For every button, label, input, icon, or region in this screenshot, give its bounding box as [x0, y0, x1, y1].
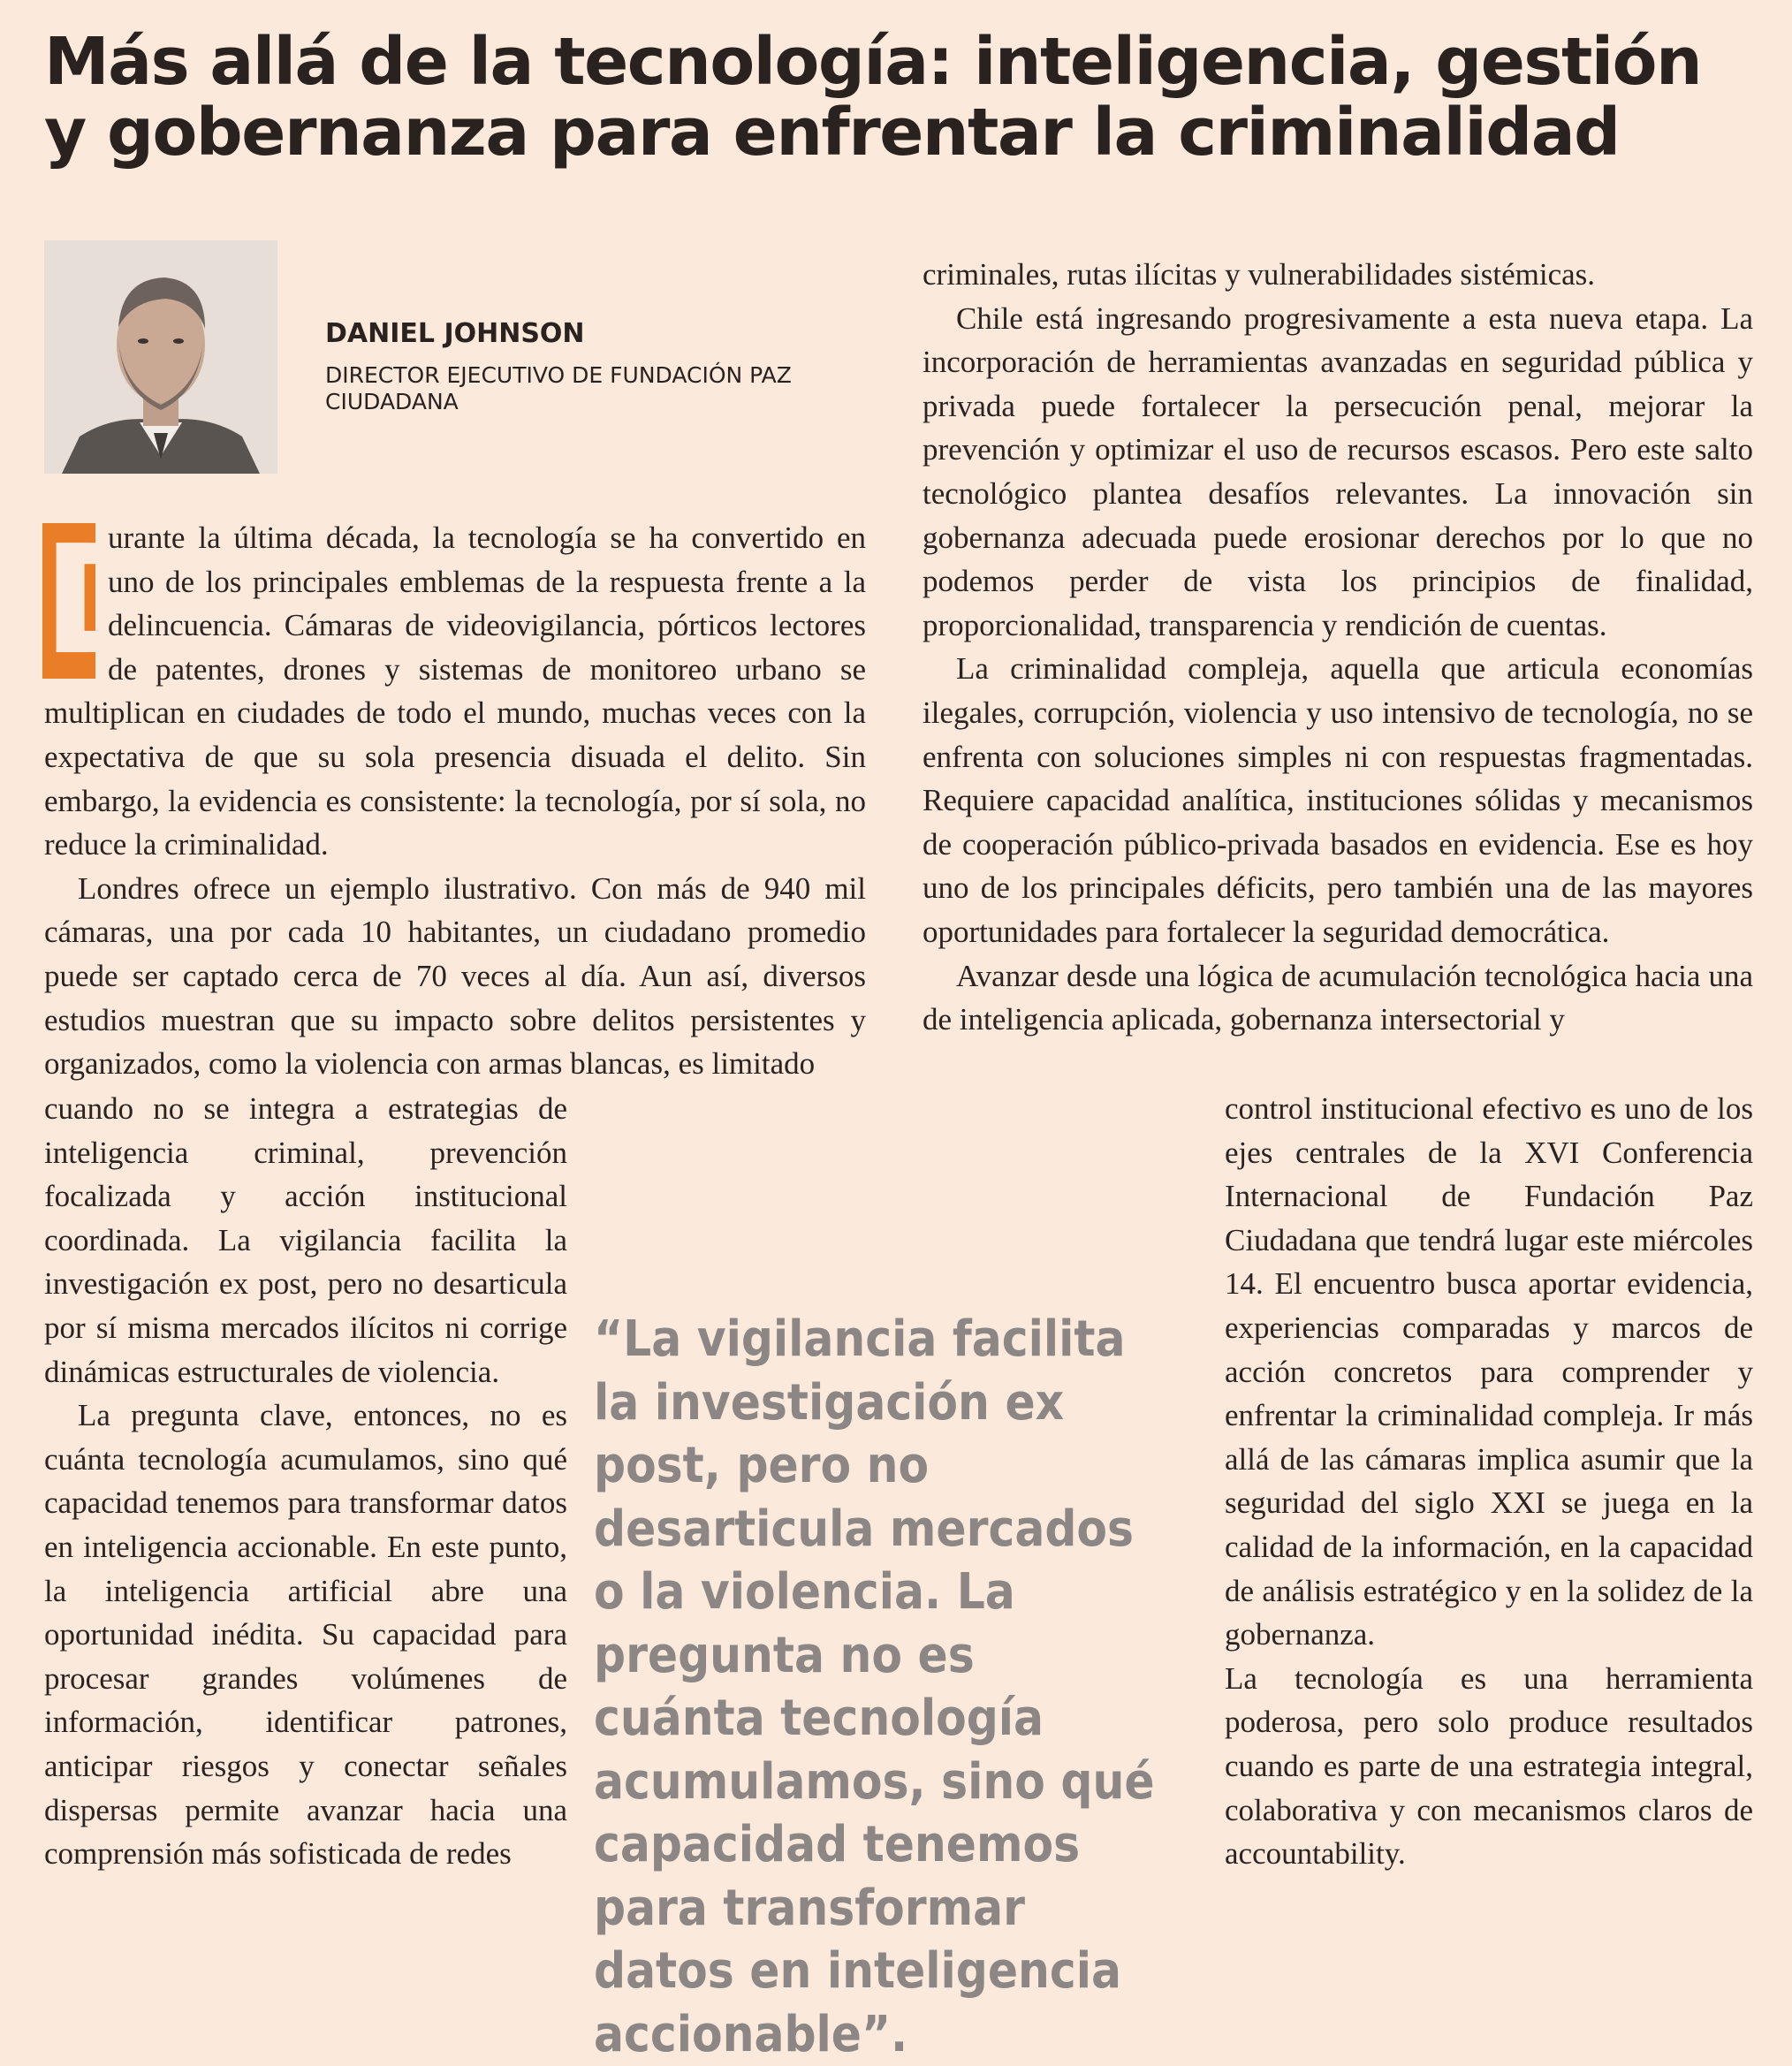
paragraph-4: Chile está ingresando progresivamente a esta nueva etapa. La incorporación de herramientas avanzadas en seguridad pública y privada puede fortalecer la persecución penal, mejorar la prevención y optimizar el uso de recursos escasos. Pero este salto tecnológico plantea desafíos relevantes. La innovación sin gobernanza adecuada puede erosionar derechos por lo que no podemos perder de vista los principios de finalidad, proporcionalidad, transparencia y rendición de cuentas.	[923, 300, 1753, 642]
paragraph-3-continued: criminales, rutas ilícitas y vulnerabilidades sistémicas.	[923, 257, 1596, 292]
paragraph-1	[42, 513, 866, 867]
author-role: DIRECTOR EJECUTIVO DE FUNDACIÓN PAZ CIUDADANA	[325, 362, 792, 414]
column-2	[923, 253, 1753, 1042]
headline: Más allá de la tecnología: inteligencia, gestión y gobernanza para enfrentar la criminalidad	[44, 24, 1702, 171]
paragraph-1-text: urante la última década, la tecnología se ha convertido en uno de los principales emblemas de la respuesta frente a la delincuencia. Cámaras de videovigilancia, pórticos lectores de patentes, drones y sistemas de monitoreo urbano se multiplican en ciudades de todo el mundo, muchas veces con la expectativa de que su sola presencia disuada el delito. Sin embargo, la evidencia es consistente: la tecnología, por sí sola, no reduce la criminalidad.	[44, 520, 866, 862]
paragraph-2-continued: cuando no se integra a estrategias de inteligencia criminal, prevención focalizada y acción institucional coordinada. La vigilancia facilita la investigación ex post, pero no desarticula por sí misma mercados ilícitos ni corrige dinámicas estructurales de violencia.	[44, 1091, 567, 1389]
pull-quote: “La vigilancia facilita la investigación ex post, pero no desarticula mercados o la violencia. La pregunta no es cuánta tecnología acumulamos, sino qué capacidad tenemos para transformar datos en inteligencia accionable”.	[594, 1310, 1155, 2063]
column-1-narrow	[44, 1087, 567, 1876]
paragraph-6-continued: control institucional efectivo es uno de los ejes centrales de la XVI Conferencia Internacional de Fundación Paz Ciudadana que tendrá lugar este miércoles 14. El encuentro busca aportar evidencia, experiencias comparadas y marcos de acción concretos para comprender y enfrentar la criminalidad compleja. Ir más allá de las cámaras implica asumir que la seguridad del siglo XXI se juega en la calidad de la información, en la capacidad de análisis estratégico y en la solidez de la gobernanza.	[1225, 1091, 1753, 1652]
author-name: DANIEL JOHNSON	[325, 318, 585, 349]
paragraph-6: Avanzar desde una lógica de acumulación tecnológica hacia una de inteligencia aplicada, gobernanza intersectorial y	[923, 958, 1753, 1037]
paragraph-7: La tecnología es una herramienta poderosa, pero solo produce resultados cuando es parte de una estrategia integral, colaborativa y con mecanismos claros de accountability.	[1225, 1660, 1753, 1872]
paragraph-3: La pregunta clave, entonces, no es cuánta tecnología acumulamos, sino qué capacidad tenemos para transformar datos en inteligencia accionable. En este punto, la inteligencia artificial abre una oportunidad inédita. Su capacidad para procesar grandes volúmenes de información, identificar patrones, anticipar riesgos y conectar señales dispersas permite avanzar hacia una comprensión más sofisticada de redes	[44, 1398, 567, 1872]
author-photo	[44, 240, 277, 474]
column-3	[1225, 1087, 1753, 1876]
paragraph-2: Londres ofrece un ejemplo ilustrativo. Con más de 940 mil cámaras, una por cada 10 habitantes, un ciudadano promedio puede ser captado cerca de 70 veces al día. Aun así, diversos estudios muestran que su impacto sobre delitos persistentes y organizados, como la violencia con armas blancas, es limitado	[44, 870, 866, 1082]
drop-cap: D	[42, 513, 168, 688]
paragraph-5: La criminalidad compleja, aquella que articula economías ilegales, corrupción, violencia y uso intensivo de tecnología, no se enfrenta con soluciones simples ni con respuestas fragmentadas. Requiere capacidad analítica, instituciones sólidas y mecanismos de cooperación público-privada basados en evidencia. Ese es hoy uno de los principales déficits, pero también una de las mayores oportunidades para fortalecer la seguridad democrática.	[923, 651, 1753, 949]
column-1	[42, 513, 866, 1086]
author-portrait-icon	[44, 240, 277, 474]
